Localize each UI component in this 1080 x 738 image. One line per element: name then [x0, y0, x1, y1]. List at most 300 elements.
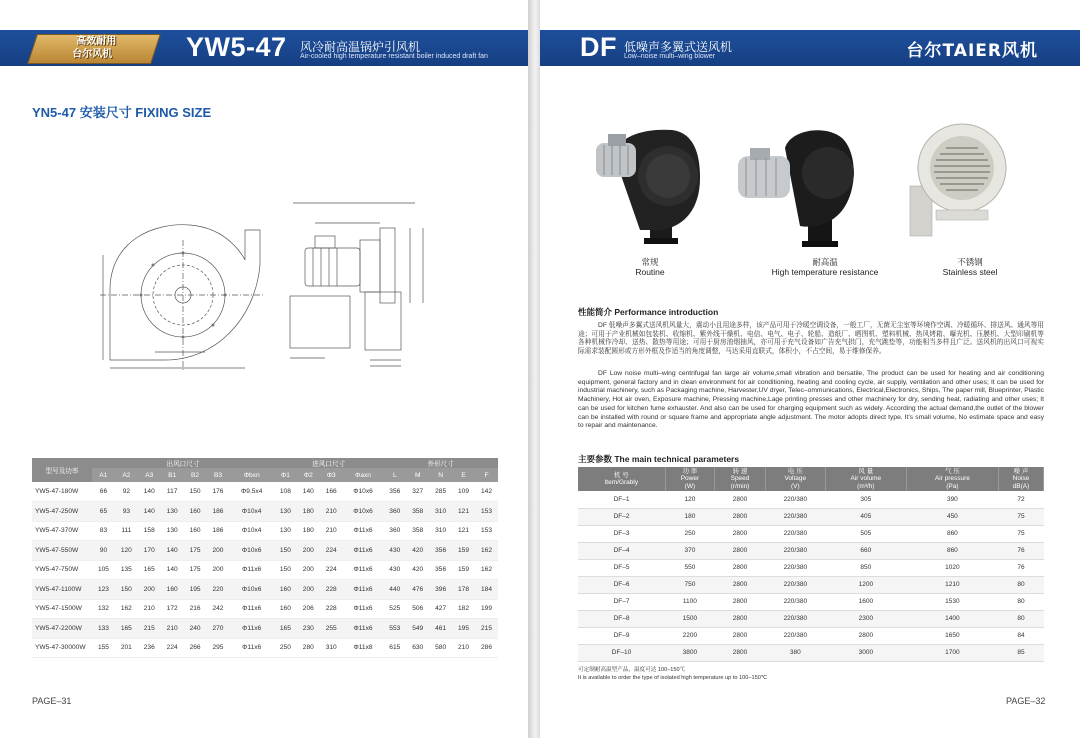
product-caption-high-temp: [745, 257, 905, 277]
value-cell: 427: [429, 599, 452, 619]
value-cell: 370: [665, 542, 715, 559]
column-header: Φ1: [274, 468, 297, 482]
value-cell: 850: [825, 559, 906, 576]
table-row: [32, 580, 498, 600]
technical-params-table: [578, 467, 1044, 662]
value-cell: Φ11x6: [229, 638, 274, 658]
value-cell: 228: [320, 580, 343, 600]
value-cell: 80: [998, 610, 1043, 627]
value-cell: 2800: [715, 559, 766, 576]
value-cell: 153: [475, 502, 498, 522]
value-cell: 220/380: [765, 627, 825, 644]
value-cell: 550: [665, 559, 715, 576]
column-header-line: (V): [790, 482, 800, 490]
value-cell: Φ11x6: [343, 599, 384, 619]
motor-assembly-drawing: [285, 198, 435, 373]
value-cell: 200: [207, 541, 230, 561]
value-cell: 228: [320, 599, 343, 619]
params-title: 主要参数 The main technical parameters: [578, 454, 740, 464]
value-cell: 310: [429, 521, 452, 541]
value-cell: 255: [320, 619, 343, 639]
value-cell: 158: [138, 521, 161, 541]
value-cell: 327: [406, 482, 429, 502]
column-header: N: [429, 468, 452, 482]
value-cell: 150: [274, 541, 297, 561]
value-cell: 220/380: [765, 508, 825, 525]
value-cell: 162: [115, 599, 138, 619]
value-cell: 160: [274, 580, 297, 600]
model-cell: DF–3: [578, 525, 665, 542]
value-cell: 396: [429, 580, 452, 600]
model-cell: YW5-47-180W: [32, 482, 92, 502]
value-cell: 178: [452, 580, 475, 600]
value-cell: 461: [429, 619, 452, 639]
model-cell: YW5-47-750W: [32, 560, 92, 580]
column-header: Φaxn: [343, 468, 384, 482]
table-row: [578, 627, 1044, 644]
value-cell: Φ9.5x4: [229, 482, 274, 502]
column-header-line: (m³/h): [857, 482, 875, 490]
value-cell: 660: [825, 542, 906, 559]
model-title: YW5-47: [186, 32, 287, 62]
value-cell: 182: [452, 599, 475, 619]
product-caption-stainless: [920, 257, 1020, 277]
value-cell: 358: [406, 502, 429, 522]
caption-en: High temperature resistance: [771, 267, 879, 277]
value-cell: 2200: [665, 627, 715, 644]
value-cell: 175: [184, 541, 207, 561]
table-row: [32, 560, 498, 580]
value-cell: 93: [115, 502, 138, 522]
value-cell: 270: [207, 619, 230, 639]
model-cell: YW5-47-250W: [32, 502, 92, 522]
column-header: F: [475, 468, 498, 482]
value-cell: Φ10x4: [229, 521, 274, 541]
value-cell: 1210: [906, 576, 998, 593]
column-header-line: dB(A): [1012, 482, 1030, 490]
value-cell: 360: [383, 521, 406, 541]
value-cell: 153: [475, 521, 498, 541]
column-header-line: 转 速: [732, 467, 748, 475]
value-cell: 162: [475, 560, 498, 580]
value-cell: 2800: [715, 610, 766, 627]
value-cell: 210: [452, 638, 475, 658]
value-cell: 120: [115, 541, 138, 561]
value-cell: 230: [297, 619, 320, 639]
performance-text-cn: DF 低噪声多翼式送风机风量大，震动小且用途多样，该产品可用于冷暖空调设备，一般工厂，无菌无尘室等环境作空调、冷暖循环、排送风、通风等用途；可用于产业机械如包装机、收缩机、紫外线干燥机、电信、电气、电子、轮船、造纸厂、晒图机、塑料机械、热风烤箱、曝光机、压膜机、大型印刷机等各种机械作冷却、送热、散热等用途；可用于厨房油烟抽风，亦可用于充气设备如广告充气拱门，充气跳垫等，功能相当多样且广泛。送风机的出风口可视实际需求装配圆形或方形外框及作适当的角度调整，马达采用直联式，体积小，不占空间，易于维修保养。: [578, 322, 1044, 356]
model-cell: DF–4: [578, 542, 665, 559]
column-header: [906, 467, 998, 491]
volute-side-drawing: [95, 200, 270, 375]
column-header-line: Air pressure: [934, 475, 970, 483]
value-cell: 615: [383, 638, 406, 658]
value-cell: 549: [406, 619, 429, 639]
value-cell: 224: [320, 560, 343, 580]
value-cell: 199: [475, 599, 498, 619]
value-cell: 135: [115, 560, 138, 580]
product-caption-routine: [620, 257, 680, 277]
caption-en: Stainless steel: [942, 267, 998, 277]
value-cell: 160: [184, 521, 207, 541]
value-cell: 111: [115, 521, 138, 541]
value-cell: 220: [207, 580, 230, 600]
table-group-inlet: 进风口尺寸: [274, 458, 383, 468]
page-number: PAGE–32: [1006, 696, 1046, 706]
value-cell: 2800: [715, 644, 766, 661]
column-header: Φbxn: [229, 468, 274, 482]
value-cell: 159: [452, 560, 475, 580]
column-header-line: (r/min): [730, 482, 750, 490]
value-cell: 2800: [715, 525, 766, 542]
column-header: [825, 467, 906, 491]
value-cell: 310: [429, 502, 452, 522]
value-cell: 220/380: [765, 525, 825, 542]
value-cell: 1400: [906, 610, 998, 627]
value-cell: 220/380: [765, 542, 825, 559]
value-cell: 85: [998, 644, 1043, 661]
value-cell: 150: [115, 580, 138, 600]
model-cell: DF–2: [578, 508, 665, 525]
model-cell: DF–10: [578, 644, 665, 661]
value-cell: 242: [207, 599, 230, 619]
column-header: Φ2: [297, 468, 320, 482]
value-cell: 72: [998, 491, 1043, 508]
value-cell: 2800: [715, 576, 766, 593]
column-header: E: [452, 468, 475, 482]
table-row: [32, 619, 498, 639]
value-cell: 553: [383, 619, 406, 639]
table-row: [578, 559, 1044, 576]
value-cell: 170: [138, 541, 161, 561]
value-cell: 2300: [825, 610, 906, 627]
value-cell: Φ11x6: [343, 560, 384, 580]
table-row: [578, 610, 1044, 627]
value-cell: 80: [998, 576, 1043, 593]
caption-en: Routine: [635, 267, 665, 277]
model-cell: YW5-47-550W: [32, 541, 92, 561]
value-cell: 525: [383, 599, 406, 619]
value-cell: Φ11x6: [343, 521, 384, 541]
value-cell: 140: [297, 482, 320, 502]
caption-cn: 耐高温: [812, 257, 838, 267]
value-cell: 224: [320, 541, 343, 561]
column-header-line: 功 率: [682, 467, 698, 475]
badge-line-1: 高效耐用: [76, 36, 117, 47]
column-header-line: (Pa): [946, 482, 959, 490]
value-cell: 506: [406, 599, 429, 619]
value-cell: 140: [161, 560, 184, 580]
value-cell: 76: [998, 542, 1043, 559]
header-title-cn: 低噪声多翼式送风机: [624, 40, 733, 54]
value-cell: 305: [825, 491, 906, 508]
value-cell: 66: [92, 482, 115, 502]
value-cell: 180: [665, 508, 715, 525]
value-cell: 165: [274, 619, 297, 639]
value-cell: 358: [406, 521, 429, 541]
value-cell: 123: [92, 580, 115, 600]
value-cell: 142: [475, 482, 498, 502]
column-header-line: 电 压: [787, 467, 803, 475]
column-header: A1: [92, 468, 115, 482]
value-cell: 176: [207, 482, 230, 502]
table-row: [32, 541, 498, 561]
value-cell: 285: [429, 482, 452, 502]
note-en: It is available to order the type of isolated high temperature up to 100–150℃: [578, 675, 768, 681]
value-cell: 200: [297, 541, 320, 561]
table-row: [32, 599, 498, 619]
value-cell: 117: [161, 482, 184, 502]
value-cell: 195: [184, 580, 207, 600]
high-temp-blower-photo: [730, 118, 862, 253]
column-header: Φ3: [320, 468, 343, 482]
caption-cn: 常规: [641, 257, 659, 267]
book-gutter: [528, 0, 540, 738]
value-cell: 84: [998, 627, 1043, 644]
fixing-size-table: [32, 458, 498, 658]
value-cell: 860: [906, 525, 998, 542]
table-group-outlet: 出风口尺寸: [92, 458, 274, 468]
value-cell: 206: [297, 599, 320, 619]
value-cell: 430: [383, 560, 406, 580]
table-row: [32, 521, 498, 541]
table-row: [578, 491, 1044, 508]
brand-badge: [27, 34, 161, 64]
value-cell: 160: [184, 502, 207, 522]
value-cell: 215: [138, 619, 161, 639]
value-cell: 90: [92, 541, 115, 561]
column-header-line: 机 号: [613, 471, 629, 479]
value-cell: 224: [161, 638, 184, 658]
value-cell: 250: [274, 638, 297, 658]
value-cell: 76: [998, 559, 1043, 576]
performance-text-en: DF Low noise multi–wing centrifugal fan large air volume,small vibration and bersatile, The product can be used for heating and air conditioning equipment, general factory and in clean environment for air conditioning, heating and cooling cycle, air supply, ventilation and other uses; It can be used for industrial machinery, such as Packaging machine, Harvester,UV dryer, Telec–ommunications, Electrical,Electronics, Ships, The paper mill, Blueprinter, Plastic Machinery, Hot air oven, Exposure machine, Pressing machine,Lage printing presses and other machinery for dry, sending heat, radiating and other uses; It can be used for kitchen fume exhauster. And also can be used for charging equipment such as widely. According the actual demand,the outlet of the blower can be installed with round or square frame and appropriate angle adjustment. The motor adopts direct type. It's small volume, No estimate space and easy to repair and maintenance.: [578, 370, 1044, 430]
value-cell: 420: [406, 541, 429, 561]
value-cell: Φ10x6: [229, 580, 274, 600]
value-cell: 360: [383, 502, 406, 522]
value-cell: 2800: [715, 508, 766, 525]
value-cell: 215: [475, 619, 498, 639]
column-header-line: Speed: [730, 475, 750, 483]
left-page: [0, 0, 528, 738]
value-cell: 220/380: [765, 593, 825, 610]
column-header-line: (W): [684, 482, 696, 490]
value-cell: 105: [92, 560, 115, 580]
value-cell: 186: [207, 502, 230, 522]
value-cell: 165: [138, 560, 161, 580]
column-header-line: 风 量: [858, 467, 874, 475]
value-cell: 201: [115, 638, 138, 658]
value-cell: 356: [429, 560, 452, 580]
value-cell: 155: [92, 638, 115, 658]
value-cell: 166: [320, 482, 343, 502]
value-cell: 200: [138, 580, 161, 600]
value-cell: 505: [825, 525, 906, 542]
value-cell: 2800: [715, 491, 766, 508]
table-row: [32, 482, 498, 502]
brand-logo: 台尔TAIER风机: [906, 41, 1038, 61]
value-cell: Φ10x6: [229, 541, 274, 561]
model-cell: YW5-47-1100W: [32, 580, 92, 600]
column-header-line: 噪 声: [1013, 467, 1029, 475]
value-cell: 1700: [906, 644, 998, 661]
table-row: [578, 525, 1044, 542]
value-cell: 140: [138, 502, 161, 522]
value-cell: Φ10x6: [343, 502, 384, 522]
value-cell: 1500: [665, 610, 715, 627]
caption-cn: 不锈钢: [957, 257, 983, 267]
value-cell: 310: [320, 638, 343, 658]
column-header: [998, 467, 1043, 491]
value-cell: 186: [207, 521, 230, 541]
value-cell: 108: [274, 482, 297, 502]
value-cell: 140: [138, 482, 161, 502]
value-cell: 132: [92, 599, 115, 619]
value-cell: 1600: [825, 593, 906, 610]
value-cell: 121: [452, 502, 475, 522]
right-page: [540, 0, 1080, 738]
value-cell: 75: [998, 508, 1043, 525]
column-header-line: 气 压: [944, 467, 960, 475]
value-cell: 356: [429, 541, 452, 561]
model-title: DF: [580, 32, 617, 62]
value-cell: Φ11x6: [343, 541, 384, 561]
value-cell: 1200: [825, 576, 906, 593]
value-cell: 120: [665, 491, 715, 508]
value-cell: 200: [297, 560, 320, 580]
table-row: [578, 644, 1044, 661]
value-cell: 160: [161, 580, 184, 600]
value-cell: Φ11x6: [343, 619, 384, 639]
value-cell: 380: [765, 644, 825, 661]
value-cell: 162: [475, 541, 498, 561]
value-cell: 286: [475, 638, 498, 658]
value-cell: 236: [138, 638, 161, 658]
value-cell: 250: [665, 525, 715, 542]
value-cell: 220/380: [765, 576, 825, 593]
value-cell: 75: [998, 525, 1043, 542]
value-cell: 200: [297, 580, 320, 600]
value-cell: 405: [825, 508, 906, 525]
value-cell: 3000: [825, 644, 906, 661]
model-cell: DF–8: [578, 610, 665, 627]
value-cell: 210: [138, 599, 161, 619]
value-cell: 150: [274, 560, 297, 580]
value-cell: 195: [452, 619, 475, 639]
model-cell: DF–1: [578, 491, 665, 508]
value-cell: Φ11x6: [229, 560, 274, 580]
value-cell: Φ11x6: [343, 580, 384, 600]
value-cell: 295: [207, 638, 230, 658]
value-cell: 1650: [906, 627, 998, 644]
value-cell: 92: [115, 482, 138, 502]
value-cell: 220/380: [765, 491, 825, 508]
value-cell: 1530: [906, 593, 998, 610]
value-cell: 65: [92, 502, 115, 522]
model-cell: DF–9: [578, 627, 665, 644]
value-cell: 420: [406, 560, 429, 580]
column-header: M: [406, 468, 429, 482]
performance-title: 性能简介 Performance introduction: [578, 307, 719, 317]
value-cell: 172: [161, 599, 184, 619]
table-group-outline: 外形尺寸: [383, 458, 498, 468]
value-cell: 180: [297, 502, 320, 522]
value-cell: 2800: [715, 593, 766, 610]
value-cell: 165: [115, 619, 138, 639]
header-title-en: Low–noise multi–wing blower: [624, 53, 716, 60]
value-cell: 2800: [715, 627, 766, 644]
value-cell: 83: [92, 521, 115, 541]
column-header: A3: [138, 468, 161, 482]
value-cell: 130: [161, 502, 184, 522]
value-cell: 216: [184, 599, 207, 619]
column-header: [578, 467, 665, 491]
section-title: YN5-47 安装尺寸 FIXING SIZE: [32, 105, 212, 120]
value-cell: 160: [274, 599, 297, 619]
value-cell: 175: [184, 560, 207, 580]
value-cell: 280: [297, 638, 320, 658]
value-cell: 121: [452, 521, 475, 541]
column-header-line: Power: [680, 475, 700, 483]
table-row: [578, 508, 1044, 525]
value-cell: 3800: [665, 644, 715, 661]
column-header-line: Voltage: [784, 475, 807, 483]
column-header: [765, 467, 825, 491]
model-cell: DF–7: [578, 593, 665, 610]
value-cell: 130: [274, 502, 297, 522]
value-cell: 356: [383, 482, 406, 502]
value-cell: 210: [320, 502, 343, 522]
table-row: [578, 593, 1044, 610]
value-cell: 580: [429, 638, 452, 658]
value-cell: 200: [207, 560, 230, 580]
value-cell: 240: [184, 619, 207, 639]
column-header-line: Air volume: [850, 475, 882, 483]
value-cell: 140: [161, 541, 184, 561]
value-cell: 210: [320, 521, 343, 541]
value-cell: 440: [383, 580, 406, 600]
model-cell: YW5-47-30000W: [32, 638, 92, 658]
column-header: L: [383, 468, 406, 482]
value-cell: 2800: [715, 542, 766, 559]
value-cell: Φ10x4: [229, 502, 274, 522]
table-row: [32, 502, 498, 522]
value-cell: Φ11x6: [229, 599, 274, 619]
model-cell: DF–5: [578, 559, 665, 576]
note-cn: 可定制耐高温型产品，温度可达 100–150℃: [578, 667, 686, 673]
table-row: [578, 542, 1044, 559]
model-cell: DF–6: [578, 576, 665, 593]
value-cell: 1020: [906, 559, 998, 576]
value-cell: 476: [406, 580, 429, 600]
value-cell: 220/380: [765, 559, 825, 576]
badge-line-2: 台尔风机: [72, 49, 113, 60]
column-header: B1: [161, 468, 184, 482]
page-number: PAGE–31: [32, 696, 72, 706]
column-header-line: Noise: [1012, 475, 1030, 483]
table-row: [32, 638, 498, 658]
column-header-line: Item/Grably: [604, 479, 639, 486]
value-cell: 80: [998, 593, 1043, 610]
value-cell: 390: [906, 491, 998, 508]
column-header: [665, 467, 715, 491]
table-header-model: 型号及功率: [32, 458, 92, 482]
column-header: B2: [184, 468, 207, 482]
value-cell: Φ11x8: [343, 638, 384, 658]
value-cell: 2800: [825, 627, 906, 644]
value-cell: 133: [92, 619, 115, 639]
model-cell: YW5-47-1500W: [32, 599, 92, 619]
value-cell: 266: [184, 638, 207, 658]
